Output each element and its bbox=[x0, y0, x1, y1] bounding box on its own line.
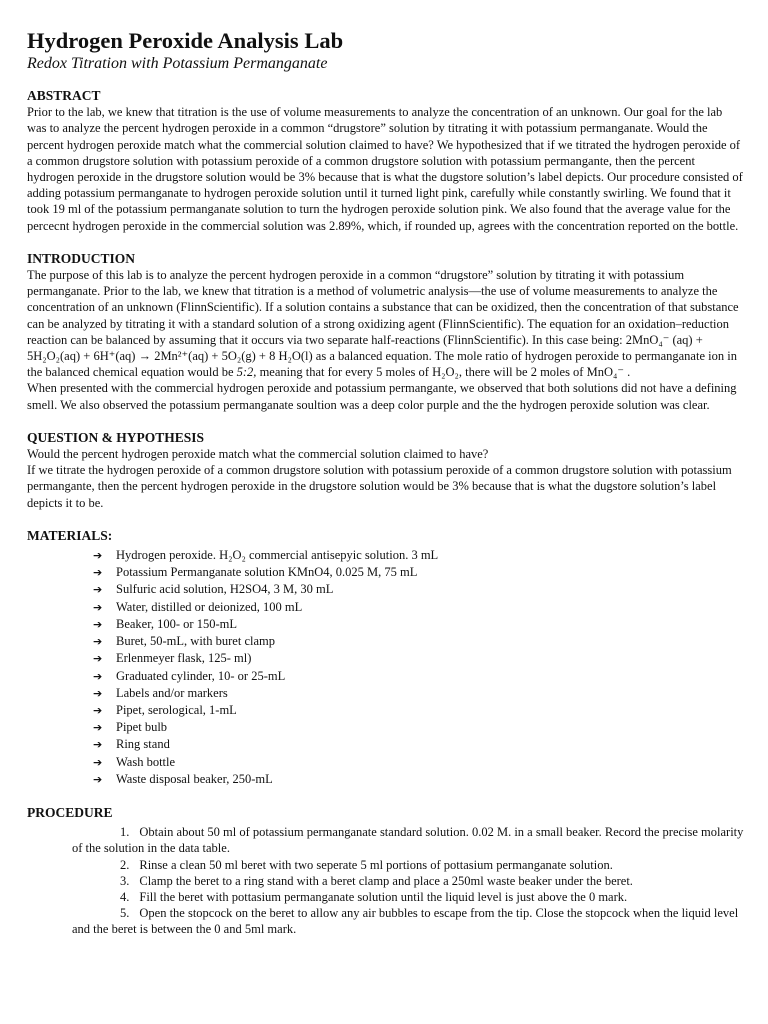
materials-heading: MATERIALS: bbox=[27, 527, 113, 543]
arrow-bullet-icon: ➔ bbox=[93, 738, 103, 752]
hypothesis-text: If we titrate the hydrogen peroxide of a common drugstore solution with potassium peroxide of a common drugstore solution with potassium permangante, then the percent hydrogen peroxide in the drugstore solution would be 3% because that is what the dugstore solution’s label depicts it to be. bbox=[27, 463, 732, 510]
introduction-section bbox=[27, 251, 744, 413]
arrow-bullet-icon: ➔ bbox=[93, 600, 103, 614]
step-number: 2. bbox=[120, 857, 130, 872]
list-item: ➔ Pipet, serological, 1-mL bbox=[93, 702, 744, 719]
arrow-bullet-icon: ➔ bbox=[93, 549, 103, 563]
question-text: Would the percent hydrogen peroxide match what the commercial solution claimed to have? bbox=[27, 447, 489, 462]
list-item: ➔ Buret, 50-mL, with buret clamp bbox=[93, 633, 744, 650]
procedure-step bbox=[27, 857, 744, 873]
mole-ratio: 5:2, bbox=[236, 365, 257, 380]
procedure-step bbox=[27, 873, 744, 889]
arrow-bullet-icon: ➔ bbox=[93, 566, 103, 580]
list-item: ➔ Hydrogen peroxide. H₂O₂ commercial antisepyic solution. 3 mL bbox=[93, 547, 744, 564]
arrow-bullet-icon: ➔ bbox=[93, 703, 103, 717]
step-text: Fill the beret with pottasium permanganate solution until the liquid level is just above the 0 mark. bbox=[139, 889, 628, 904]
abstract-heading: ABSTRACT bbox=[27, 88, 101, 103]
list-item: ➔ Sulfuric acid solution, H2SO4, 3 M, 30 mL bbox=[93, 581, 744, 598]
list-item: ➔ Pipet bulb bbox=[93, 719, 744, 736]
arrow-bullet-icon: ➔ bbox=[93, 583, 103, 597]
question-heading: QUESTION & HYPOTHESIS bbox=[27, 429, 205, 445]
procedure-heading: PROCEDURE bbox=[27, 804, 113, 820]
arrow-bullet-icon: ➔ bbox=[93, 617, 103, 631]
procedure-section bbox=[27, 805, 744, 938]
list-item: ➔ Wash bottle bbox=[93, 754, 744, 771]
step-number: 5. bbox=[120, 906, 130, 921]
step-text: Obtain about 50 ml of potassium permanganate standard solution. 0.02 M. in a small beaker. Record the precise molarity of the solution in the data table. bbox=[72, 825, 744, 856]
arrow-bullet-icon: ➔ bbox=[93, 721, 103, 735]
arrow-bullet-icon: ➔ bbox=[93, 635, 103, 649]
list-item: ➔ Potassium Permanganate solution KMnO4, 0.025 M, 75 mL bbox=[93, 564, 744, 581]
arrow-bullet-icon: ➔ bbox=[93, 652, 103, 666]
list-item: ➔ Water, distilled or deionized, 100 mL bbox=[93, 599, 744, 616]
introduction-heading: INTRODUCTION bbox=[27, 250, 136, 266]
arrow-bullet-icon: ➔ bbox=[93, 686, 103, 700]
step-number: 1. bbox=[120, 825, 130, 840]
intro-text-b: as a balanced equation. The mole ratio of hydrogen peroxide to permanganate ion in the balanced chemical equation would be bbox=[27, 349, 737, 380]
procedure-list bbox=[27, 824, 744, 937]
page-subtitle: Redox Titration with Potassium Permanganate bbox=[27, 55, 328, 72]
list-item: ➔ Erlenmeyer flask, 125- ml) bbox=[93, 650, 744, 667]
step-text: Clamp the beret to a ring stand with a beret clamp and place a 250ml waste beaker under the beret. bbox=[139, 873, 633, 888]
step-number: 3. bbox=[120, 873, 130, 888]
intro-text-a: The purpose of this lab is to analyze the percent hydrogen peroxide in a common “drugstore” solution by titrating it with potassium permanganate. Prior to the lab, we knew that titration is a method of volumetric analysis—the use of volume measurements to analyze the concentration of an unknown (FlinnScientific). If a solution contains a substance that can be oxidized, then the concentration of that substance can be analyzed by titrating it with a standard solution of a strong oxidizing agent (FlinnScientific). The equation for an oxidation–reduction reaction can be balanced by assuming that it occurs via two separate half-reactions (FlinnScientific). In this case being: bbox=[27, 268, 739, 347]
abstract-text: Prior to the lab, we knew that titration is the use of volume measurements to analyze the concentration of an unknown. Our goal for the lab was to analyze the percent hydrogen peroxide in a common “drugstore” solution by titrating it with potassium permanganate. Would the percent hydrogen peroxide match what the commercial solution claimed to have? We hypothesized that if we titrated the hydrogen peroxide of a common drugstore solution with potassium peroxide of a common drugstore solution with potassium permangante, then the percent hydrogen peroxide in the drugstore solution would be 3% because that is what the dugstore solution’s label depicts. Our procedure consisted of adding potassium permanganate to hydrogen peroxide solution until it turned light pink, carefully while constantly swirling. We found that it took 19 ml of the potassium permanganate solution to turn the hydrogen peroxide solution pink. We also found that the average value for the percecnt hydrogen peroxide in the commercial solution was 2.89%, which, if rounded up, agrees with the concentration reported on the bottle. bbox=[27, 105, 743, 233]
step-text: Rinse a clean 50 ml beret with two seperate 5 ml portions of pottasium permanganate solution. bbox=[139, 857, 613, 872]
step-text: Open the stopcock on the beret to allow any air bubbles to escape from the tip. Close the stopcock when the liquid level and the beret is between the 0 and 5ml mark. bbox=[72, 906, 739, 937]
procedure-step bbox=[27, 824, 744, 856]
list-item: ➔ Ring stand bbox=[93, 736, 744, 753]
materials-section bbox=[27, 528, 744, 788]
chemical-equation: 2MnO₄⁻ (aq) + 5H₂O₂(aq) + 6H⁺(aq) → 2Mn²⁺(aq) + 5O₂(g) + 8 H₂O(l) bbox=[27, 332, 703, 364]
list-item: ➔ Beaker, 100- or 150-mL bbox=[93, 616, 744, 633]
arrow-bullet-icon: ➔ bbox=[93, 669, 103, 683]
page-title: Hydrogen Peroxide Analysis Lab bbox=[27, 28, 344, 53]
introduction-paragraph-1 bbox=[27, 267, 744, 380]
question-section bbox=[27, 430, 744, 511]
list-item: ➔ Waste disposal beaker, 250-mL bbox=[93, 771, 744, 788]
arrow-bullet-icon: ➔ bbox=[93, 755, 103, 769]
procedure-step bbox=[27, 905, 744, 937]
intro-text-c: meaning that for every 5 moles of H₂O₂, there will be 2 moles of MnO₄⁻ . bbox=[256, 365, 631, 380]
abstract-section bbox=[27, 88, 744, 234]
arrow-bullet-icon: ➔ bbox=[93, 772, 103, 786]
materials-list bbox=[27, 547, 744, 788]
procedure-step bbox=[27, 889, 744, 905]
list-item: ➔ Labels and/or markers bbox=[93, 685, 744, 702]
step-number: 4. bbox=[120, 889, 130, 904]
introduction-paragraph-2: When presented with the commercial hydrogen peroxide and potassium permangante, we observed that both solutions did not have a defining smell. We also observed the potassium permanganate soultion was a deep color purple and the the hydrogen peroxide solution was clear. bbox=[27, 381, 737, 412]
list-item: ➔ Graduated cylinder, 10- or 25-mL bbox=[93, 668, 744, 685]
